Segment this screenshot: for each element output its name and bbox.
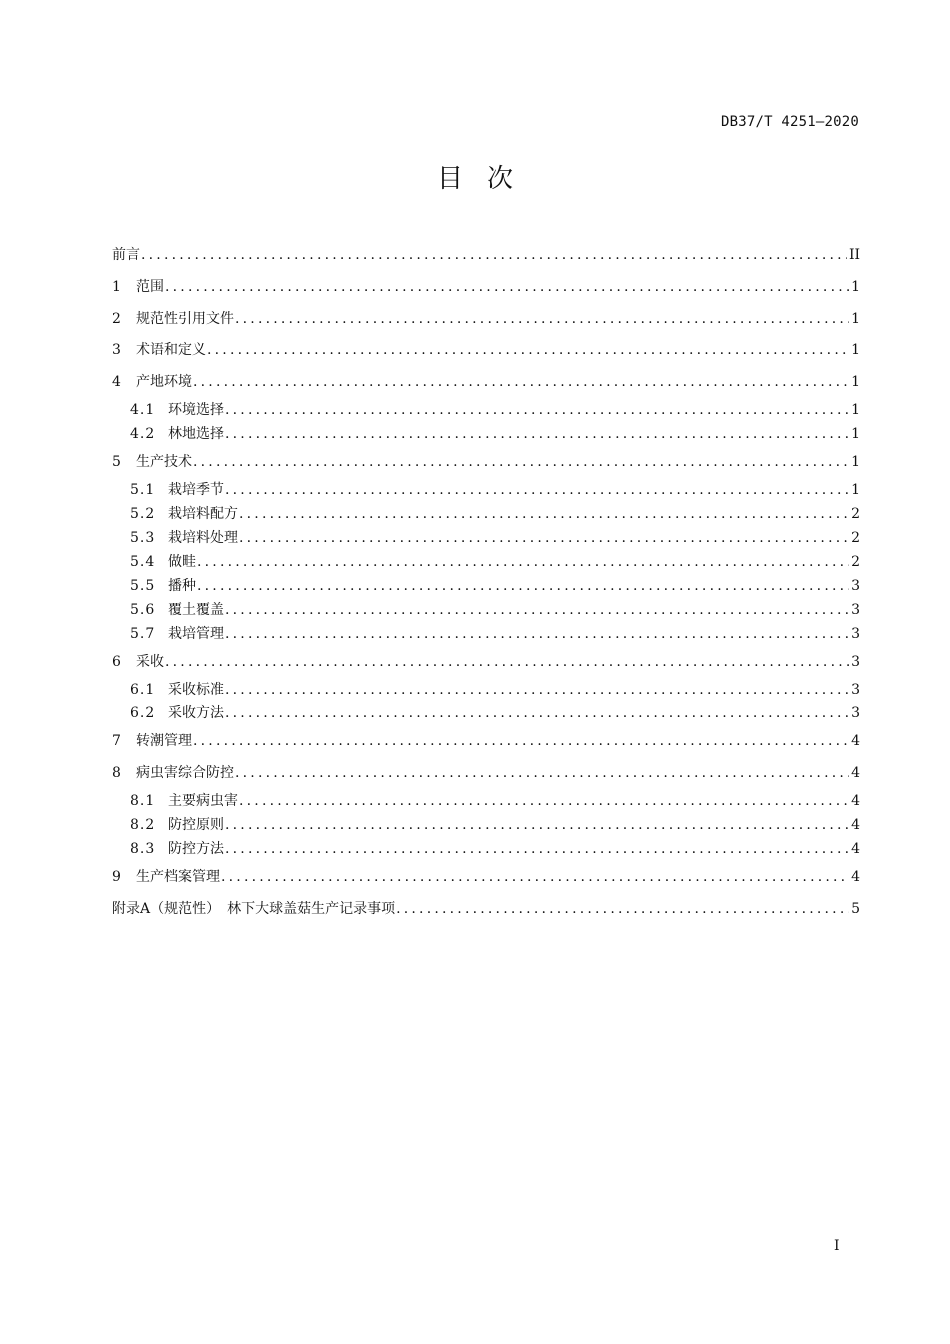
- toc-entry-number: 9: [112, 869, 121, 885]
- dot-leader: [239, 504, 849, 524]
- dot-leader: [193, 372, 849, 392]
- toc-entry-number: 4.2: [130, 426, 156, 442]
- toc-entry-page: 4: [851, 841, 860, 857]
- toc-entry-page: 4: [851, 765, 860, 781]
- toc-entry-number: 6.1: [130, 682, 156, 698]
- document-code: DB37/T 4251—2020: [720, 114, 859, 130]
- toc-entry-5-4[interactable]: [130, 552, 860, 572]
- toc-entry-label: 栽培管理: [168, 626, 224, 642]
- toc-entry-foreword[interactable]: [112, 245, 860, 265]
- toc-entry-7[interactable]: [112, 731, 860, 751]
- toc-entry-label: 覆土覆盖: [168, 602, 224, 618]
- dot-leader: [193, 452, 849, 472]
- toc-entry-number: 1: [112, 279, 121, 295]
- toc-entry-label: 林地选择: [168, 426, 224, 442]
- toc-entry-6[interactable]: [112, 652, 860, 672]
- toc-entry-6-1[interactable]: [130, 680, 860, 700]
- toc-entry-label: 产地环境: [136, 374, 192, 390]
- toc-entry-label: 生产档案管理: [136, 869, 220, 885]
- toc-entry-label: 播种: [168, 578, 196, 594]
- toc-entry-page: 5: [851, 901, 860, 917]
- toc-entry-page: 4: [851, 793, 860, 809]
- toc-entry-page: 2: [851, 506, 860, 522]
- toc-entry-label: 栽培料配方: [168, 506, 238, 522]
- dot-leader: [193, 731, 849, 751]
- toc-entry-page: 3: [851, 626, 860, 642]
- toc-entry-number: 4.1: [130, 402, 156, 418]
- toc-entry-label: 前言: [112, 247, 140, 263]
- toc-entry-number: 5.6: [130, 602, 156, 618]
- toc-entry-page: II: [848, 247, 860, 263]
- toc-entry-number: 5.2: [130, 506, 156, 522]
- toc-entry-label: 做畦: [168, 554, 196, 570]
- footer-page-number: I: [834, 1238, 840, 1254]
- toc-entry-label: 规范性引用文件: [136, 311, 234, 327]
- toc-entry-label: 栽培季节: [168, 482, 224, 498]
- toc-entry-number: 3: [112, 342, 121, 358]
- toc-entry-page: 3: [851, 705, 860, 721]
- toc-entry-5-6[interactable]: [130, 600, 860, 620]
- toc-entry-label: 防控方法: [168, 841, 224, 857]
- toc-entry-number: 4: [112, 374, 121, 390]
- toc-entry-number: 5: [112, 454, 121, 470]
- toc-entry-page: 3: [851, 654, 860, 670]
- toc-entry-number: 2: [112, 311, 121, 327]
- toc-entry-5-2[interactable]: [130, 504, 860, 524]
- toc-entry-number: 8.1: [130, 793, 156, 809]
- toc-entry-number: 5.7: [130, 626, 156, 642]
- toc-entry-page: 1: [851, 342, 860, 358]
- toc-entry-page: 3: [851, 578, 860, 594]
- toc-entry-label: 环境选择: [168, 402, 224, 418]
- toc-entry-page: 4: [851, 869, 860, 885]
- toc-entry-page: 2: [851, 554, 860, 570]
- toc-entry-page: 4: [851, 733, 860, 749]
- dot-leader: [165, 652, 849, 672]
- toc-entry-page: 4: [851, 817, 860, 833]
- dot-leader: [225, 624, 849, 644]
- toc-entry-number: 6.2: [130, 705, 156, 721]
- toc-entry-label: 转潮管理: [136, 733, 192, 749]
- toc-entry-number: 5.1: [130, 482, 156, 498]
- toc-entry-5-5[interactable]: [130, 576, 860, 596]
- toc-entry-page: 1: [851, 402, 860, 418]
- toc-entry-9[interactable]: [112, 867, 860, 887]
- toc-entry-4-2[interactable]: [130, 424, 860, 444]
- toc-entry-8[interactable]: [112, 763, 860, 783]
- toc-entry-page: 3: [851, 602, 860, 618]
- dot-leader: [197, 552, 849, 572]
- toc-entry-8-2[interactable]: [130, 815, 860, 835]
- toc-entry-label: 采收: [136, 654, 164, 670]
- toc-entry-label: 采收标准: [168, 682, 224, 698]
- dot-leader: [225, 839, 849, 859]
- dot-leader: [225, 680, 849, 700]
- toc-entry-number: 7: [112, 733, 121, 749]
- toc-entry-label: 术语和定义: [136, 342, 206, 358]
- dot-leader: [225, 400, 849, 420]
- toc-entry-number: 5.5: [130, 578, 156, 594]
- toc-entry-page: 1: [851, 374, 860, 390]
- page-title: 目次: [436, 164, 537, 194]
- dot-leader: [239, 791, 849, 811]
- toc-entry-number: 6: [112, 654, 121, 670]
- toc-entry-2[interactable]: [112, 309, 860, 329]
- toc-entry-label: 防控原则: [168, 817, 224, 833]
- dot-leader: [225, 703, 849, 723]
- toc-entry-page: 1: [851, 311, 860, 327]
- dot-leader: [225, 600, 849, 620]
- toc-entry-page: 1: [851, 279, 860, 295]
- dot-leader: [141, 245, 847, 265]
- toc-entry-appendix-a[interactable]: [112, 899, 860, 919]
- toc-entry-page: 2: [851, 530, 860, 546]
- toc-entry-3[interactable]: [112, 340, 860, 360]
- toc-entry-label: 栽培料处理: [168, 530, 238, 546]
- toc-entry-label: 主要病虫害: [168, 793, 238, 809]
- dot-leader: [165, 277, 849, 297]
- dot-leader: [235, 309, 849, 329]
- toc-entry-8-1[interactable]: [130, 791, 860, 811]
- dot-leader: [225, 480, 849, 500]
- dot-leader: [207, 340, 849, 360]
- toc-entry-1[interactable]: [112, 277, 860, 297]
- toc-entry-number: 8.3: [130, 841, 156, 857]
- toc-entry-number: 8: [112, 765, 121, 781]
- toc-entry-label: 范围: [136, 279, 164, 295]
- dot-leader: [197, 576, 849, 596]
- dot-leader: [235, 763, 849, 783]
- toc-entry-label: 附录A（规范性） 林下大球盖菇生产记录事项: [112, 901, 396, 917]
- toc-entry-5-3[interactable]: [130, 528, 860, 548]
- dot-leader: [221, 867, 849, 887]
- toc-entry-number: 8.2: [130, 817, 156, 833]
- toc-entry-8-3[interactable]: [130, 839, 860, 859]
- toc-entry-4[interactable]: [112, 372, 860, 392]
- toc-entry-4-1[interactable]: [130, 400, 860, 420]
- toc-entry-number: 5.3: [130, 530, 156, 546]
- toc-entry-5-7[interactable]: [130, 624, 860, 644]
- toc-entry-5-1[interactable]: [130, 480, 860, 500]
- toc-entry-6-2[interactable]: [130, 703, 860, 723]
- dot-leader: [225, 815, 849, 835]
- toc-entry-label: 采收方法: [168, 705, 224, 721]
- toc-entry-label: 生产技术: [136, 454, 192, 470]
- dot-leader: [239, 528, 849, 548]
- toc-entry-page: 1: [851, 426, 860, 442]
- toc-entry-label: 病虫害综合防控: [136, 765, 234, 781]
- toc-entry-page: 1: [851, 454, 860, 470]
- dot-leader: [225, 424, 849, 444]
- toc-entry-number: 5.4: [130, 554, 156, 570]
- toc-entry-page: 1: [851, 482, 860, 498]
- dot-leader: [396, 899, 849, 919]
- toc-entry-5[interactable]: [112, 452, 860, 472]
- toc-entry-page: 3: [851, 682, 860, 698]
